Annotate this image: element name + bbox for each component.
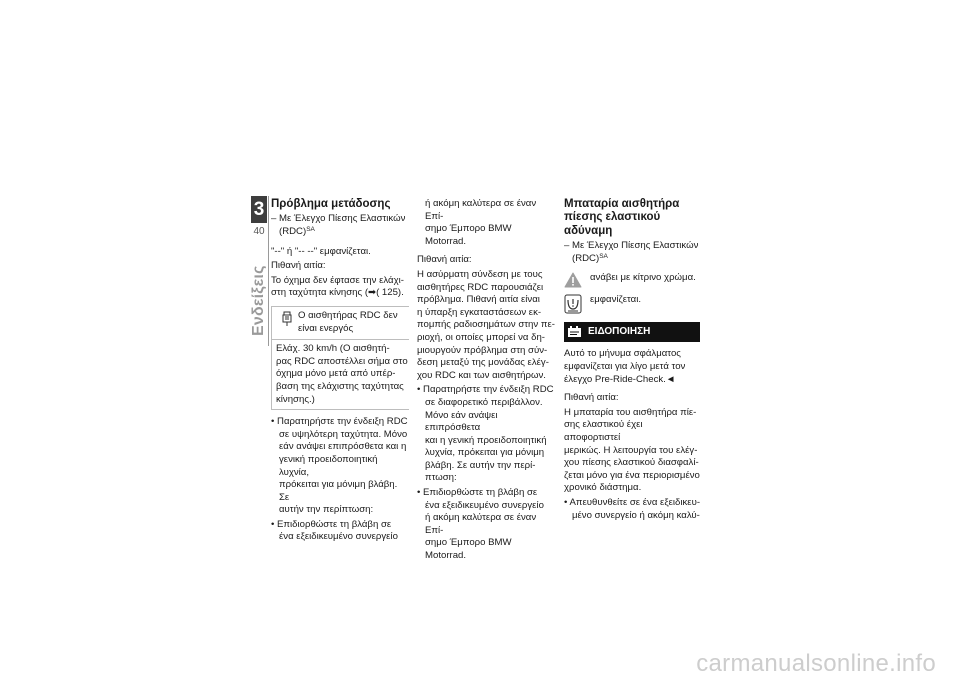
bullet-item: • Παρατηρήστε την ένδειξη RDC σε υψηλότερη ταχύτητα. Μόνο εάν ανάψει επιπρόσθετα και η γενική προειδοποιητική λυχνία, πρόκειται για μόνιμη βλάβη. Σε αυτήν την περίπτωση: xyxy=(271,416,408,516)
warning-light-row: ανάβει με κίτρινο χρώμα. xyxy=(564,272,700,288)
cause-label: Πιθανή αιτία: xyxy=(271,260,326,272)
column-2 xyxy=(417,198,555,565)
display-line: "--" ή "-- --" εμφανίζεται. xyxy=(271,245,371,257)
column-3 xyxy=(564,198,700,524)
cause-label: Πιθανή αιτία: xyxy=(564,392,619,404)
chapter-number: 3 xyxy=(251,196,267,223)
tire-pressure-icon xyxy=(564,294,586,314)
warning-banner: ΕΙΔΟΠΟΙΗΣΗ xyxy=(564,322,700,342)
equipment-line: – Με Έλεγχο Πίεσης Ελαστικών (RDC)$^{SA}$ xyxy=(564,240,699,264)
bullet-item: • Παρατηρήστε την ένδειξη RDC σε διαφορετικό περιβάλλον. Μόνο εάν ανάψει επιπρόσθετα και η γενική προειδοποιητική λυχνία, πρόκειται για μόνιμη βλάβη. Σε αυτήν την περί- πτωση: xyxy=(417,384,554,484)
heading-sensor-battery-weak: Μπαταρία αισθητήρα πίεσης ελαστικού αδύναμη xyxy=(564,198,680,237)
continued-text: ή ακόμη καλύτερα σε έναν Επί- σημο Έμπορο BMW Motorrad. xyxy=(425,198,537,247)
page-number: 40 xyxy=(253,226,265,237)
warning-triangle-icon xyxy=(564,272,586,288)
cause-label: Πιθανή αιτία: xyxy=(417,254,472,266)
page-ref: (➡( 125). xyxy=(364,287,404,299)
bullet-item: • Επιδιορθώστε τη βλάβη σε ένα εξειδικευμένο συνεργείο ή ακόμη καλύτερα σε έναν Επί- σημο Έμπορο BMW Motorrad. xyxy=(417,487,544,562)
note-flag-icon xyxy=(567,326,583,338)
column-1 xyxy=(271,198,409,546)
cause-text: Η μπαταρία του αισθητήρα πίε- σης ελαστικού έχει αποφορτιστεί μερικώς. Η λειτουργία του ελέγ- χου πίεσης ελαστικού διασφαλί- ζεται μόνο για ένα περιορισμένο χρονικό διάστημα. xyxy=(564,406,700,494)
section-label-vertical: Ενδείξεις xyxy=(250,265,267,336)
cause-text: Η ασύρματη σύνδεση με τους αισθητήρες RDC παρουσιάζει πρόβλημα. Πιθανή αιτία είναι η ύπαρξη εγκαταστάσεων εκ- πομπής ραδιοσημάτων στην πε- ριοχή, οι οποίες μπορεί να δη- μιουργούν πρόβλημα στη σύν- δεση μεταξύ της μονάδας ελέγ- χου RDC και των αισθητήρων. xyxy=(417,268,555,381)
warning-message: Αυτό το μήνυμα σφάλματος εμφανίζεται για λίγο μετά τον έλεγχο Pre-Ride-Check.◄ xyxy=(564,348,686,385)
equipment-line: – Με Έλεγχο Πίεσης Ελαστικών (RDC)$^{SA}$ xyxy=(271,213,406,237)
note-box: Ο αισθητήρας RDC δεν είναι ενεργός Ελάχ. 30 km/h (Ο αισθητή- ρας RDC αποστέλλει σήμα στο όχημα μόνο μετά από υπέρ- βαση της ελάχιστης ταχύτητας κίνησης.) xyxy=(271,306,409,410)
side-divider xyxy=(268,196,269,346)
arrow-right-icon: ➡ xyxy=(368,287,377,299)
bullet-item: • Απευθυνθείτε σε ένα εξειδικευ- μένο συνεργείο ή ακόμη καλύ- xyxy=(564,496,701,521)
heading-transmission-problem: Πρόβλημα μετάδοσης xyxy=(271,198,391,210)
cause-text: Το όχημα δεν έφτασε την ελάχι- στη ταχύτητα κίνησης (➡( 125). xyxy=(271,274,404,299)
watermark: carmanualsonline.info xyxy=(696,650,936,677)
bullet-item: • Επιδιορθώστε τη βλάβη σε ένα εξειδικευμένο συνεργείο xyxy=(271,518,398,543)
tire-pressure-row: εμφανίζεται. xyxy=(564,294,700,314)
sensor-icon xyxy=(276,310,298,335)
note-body: Ελάχ. 30 km/h (Ο αισθητή- ρας RDC αποστέλλει σήμα στο όχημα μόνο μετά από υπέρ- βαση της ελάχιστης ταχύτητας κίνησης.) xyxy=(276,343,408,405)
